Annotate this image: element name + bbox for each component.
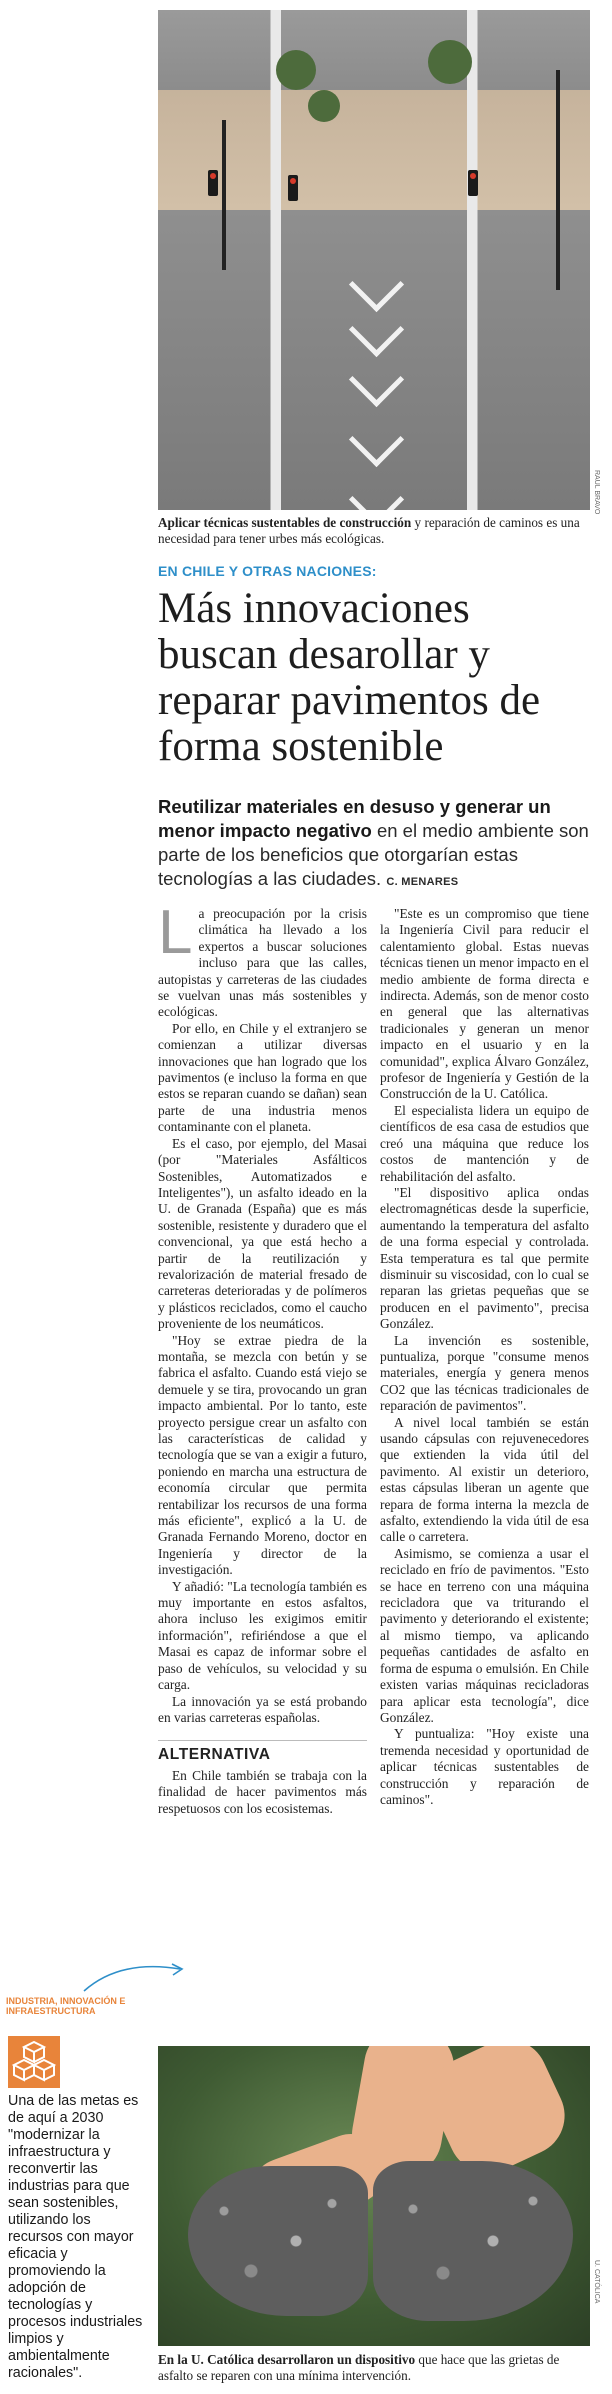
- caption-rest: que hace que las grietas de asfalto se reparen con una mínima intervención.: [158, 2352, 560, 2383]
- body-paragraph: Y añadió: "La tecnología también es muy importante en estos asfaltos, ahora incluso les exigimos emitir información", refiriéndose a que el Masai es capaz de informar sobre el paso de vehículos, su velocidad y su carga.: [158, 1578, 367, 1693]
- sdg9-cubes-icon: [8, 2036, 60, 2088]
- tree: [308, 90, 340, 122]
- body-paragraph: En Chile también se trabaja con la finalidad de hacer pavimentos más respetuosos con los ecosistemas.: [158, 1767, 367, 1816]
- body-paragraph: A nivel local también se están usando cápsulas con rejuvenecedores que extienden la vida útil del pavimento. Al existir un deterioro, estas cápsulas liberan un agente que repara de forma interna la mezcla de asfalto, extendiendo la vida útil de esa calle o carretera.: [380, 1414, 589, 1545]
- byline: C. MENARES: [386, 876, 459, 888]
- caption-bold: En la U. Católica desarrollaron un dispositivo: [158, 2352, 416, 2367]
- body-paragraph: "Este es un compromiso que tiene la Ingeniería Civil para reducir el calentamiento global. Estas nuevas técnicas tienen un menor impacto en el medio ambiente de forma directa e indirecta. Además, son de menor costo en general que las alternativas tradicionales y generan un menor impacto en el usuario y en la comunidad", explica Álvaro González, profesor de Ingeniería y Gestión de la Construcción de la U. Católica.: [380, 906, 589, 1102]
- road-chevron: [349, 472, 404, 510]
- caption-rest: y reparación de caminos es una necesidad para tener urbes más ecológicas.: [158, 515, 580, 546]
- body-paragraph: "Hoy se extrae piedra de la montaña, se mezcla con betún y se fabrica el asfalto. Cuando está viejo se demuele y se tira, provocando un gran impacto ambiental. Por lo tanto, este proyecto persigue crear un asfalto con las características de calidad y tecnología que se van a exigir a futuro, poniendo en marcha una estructura de economía circular que permita rentabilizar los recursos de una forma más eficiente", explicó a la U. de Granada Fernando Moreno, doctor en Ingeniería y director de la investigación.: [158, 1332, 367, 1578]
- article-column-right: [380, 906, 589, 1808]
- deck-bold: Reutilizar materiales en desuso y generar un menor impacto negativo: [158, 796, 551, 841]
- photo-credit-bottom: U. CATÓLICA: [593, 2260, 600, 2304]
- bottom-photo-asphalt: [158, 2046, 590, 2346]
- drop-cap: L: [158, 898, 193, 967]
- road-chevron: [349, 352, 404, 407]
- sdg-goal-text: Una de las metas es de aquí a 2030 "modernizar la infraestructura y reconvertir las industrias para que sean sostenibles, utilizando los recursos con mayor eficacia y promoviendo la adopción de tecnologías y procesos industriales limpios y ambientalmente racionales".: [8, 2093, 143, 2381]
- tree: [428, 40, 472, 84]
- lead-paragraph: [158, 898, 367, 1021]
- body-paragraph: "El dispositivo aplica ondas electromagnéticas desde la superficie, aumentando la temperatura del asfalto de una forma especial y controlada. Esta temperatura es tal que permite disminuir su viscosidad, con lo cual se reparan las grietas pequeñas que se producen en el pavimento", precisa González.: [380, 1184, 589, 1332]
- body-paragraph: La innovación ya se está probando en varias carreteras españolas.: [158, 1693, 367, 1725]
- traffic-light: [208, 170, 218, 196]
- lead-text: a preocupación por la crisis climática ha llevado a los expertos a buscar soluciones incluso para que las calles, autopistas y carreteras de las ciudades se vuelvan unas más sostenibles y ecológicas.: [158, 906, 367, 1020]
- body-paragraph: Asimismo, se comienza a usar el reciclado en frío de pavimentos. "Esto se hace en terreno con una máquina recicladora que va triturando el pavimento y deteriorando el existente; al mismo tiempo, va aplicando pequeñas cantidades de asfalto en forma de espuma o emulsión. En Chile existen varias máquinas recicladoras para aplicar esta tecnología", dice González.: [380, 1545, 589, 1725]
- traffic-light-pole: [556, 70, 560, 290]
- body-paragraph: Y puntualiza: "Hoy existe una tremenda necesidad y oportunidad de aplicar técnicas sustentables de construcción y reparación de caminos".: [380, 1726, 589, 1807]
- section-subhead: ALTERNATIVA: [158, 1740, 367, 1763]
- body-paragraph: La invención es sostenible, puntualiza, porque "consume menos materiales, energía y genera menos CO2 que las técnicas tradicionales de reparación de pavimentos".: [380, 1332, 589, 1414]
- caption-bold: Aplicar técnicas sustentables de construcción: [158, 515, 412, 530]
- traffic-light: [288, 175, 298, 201]
- traffic-light-pole: [222, 120, 226, 270]
- top-photo-street: [158, 10, 590, 510]
- sdg-goal-label: INDUSTRIA, INNOVACIÓN E INFRAESTRUCTURA: [6, 1996, 126, 2016]
- tree: [276, 50, 316, 90]
- body-paragraph: Es el caso, por ejemplo, del Masai (por "Materiales Asfálticos Sostenibles, Automatizados e Inteligentes"), un asfalto ideado en la U. de Granada (España) que es más sostenible, resistente y duradero que el convencional, ya que está hecho a partir de la reutilización y revalorización de material fresado de carreteras deterioradas y de polímeros y plásticos reciclados, como el caucho proveniente de los neumáticos.: [158, 1135, 367, 1332]
- road-chevron: [349, 302, 404, 357]
- asphalt-sample-left: [188, 2166, 368, 2316]
- bottom-photo-caption: [158, 2352, 590, 2384]
- article-column-left: [158, 898, 367, 1817]
- body-paragraph: El especialista lidera un equipo de científicos de esa casa de estudios que creó una máquina que reduce los costos de mantención y de rehabilitación del asfalto.: [380, 1102, 589, 1184]
- body-paragraph: Por ello, en Chile y el extranjero se comienzan a utilizar diversas innovaciones que han logrado que los pavimentos (e incluso la forma en que estos se reparan cuando se dañan) sean parte de una industria menos contaminante con el planeta.: [158, 1020, 367, 1135]
- photo-credit-top: RAUL BRAVO: [593, 470, 600, 515]
- road-chevron: [349, 412, 404, 467]
- curved-arrow-icon: [80, 1955, 190, 1995]
- top-photo-caption: [158, 515, 590, 547]
- deck-rest: en el medio ambiente son parte de los beneficios que otorgarían estas tecnologías a las ciudades.: [158, 820, 589, 889]
- kicker: EN CHILE Y OTRAS NACIONES:: [158, 563, 377, 579]
- headline: Más innovaciones buscan desarollar y reparar pavimentos de forma sostenible: [158, 585, 541, 770]
- deck: [158, 795, 590, 894]
- traffic-light: [468, 170, 478, 196]
- asphalt-sample-right: [373, 2161, 573, 2321]
